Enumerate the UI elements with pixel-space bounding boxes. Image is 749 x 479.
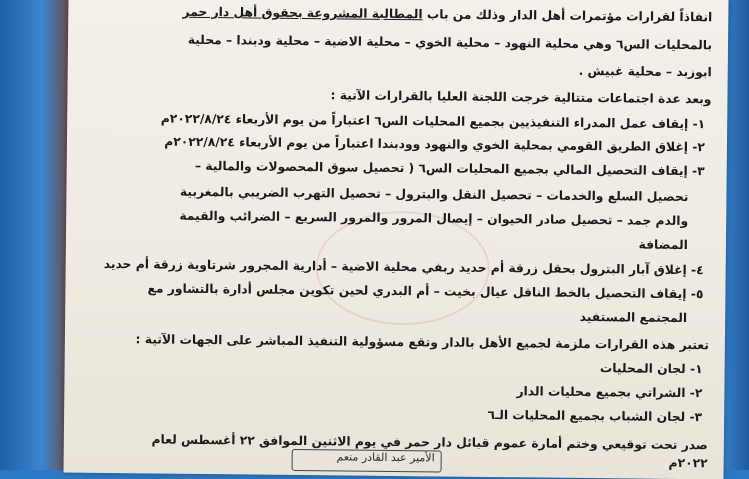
decision-4: ٤- إغلاق آبار البترول بحقل زرقة أم حديد ربفي محلية الاضية – أدارية المجرور شرتاوية زرقة أم حديد xyxy=(103,256,704,278)
decision-1: ١- إيقاف عمل المدراء التنفيذيين بجميع المحليات الس٦ اعتباراً من يوم الأربعاء ٢٠٢٢/٨/٢٤م xyxy=(160,111,706,132)
decision-3: ٣- إيقاف التحصيل المالي بجميع المحليات الس٦ ( تحصيل سوق المحصولات والمالية – xyxy=(194,158,705,179)
document-page xyxy=(64,0,729,479)
decision-2: ٢- إغلاق الطريق القومي بمحلية الخوي والنهود وودبندا اعتباراً من يوم الأربعاء ٢٠٢٢/٨/٢٤م xyxy=(164,134,706,155)
decision-3-cont-2: والدم جمد – تحصيل صادر الحيوان – إيصال المرور والمرور السريع – الضرائب والقيمة xyxy=(179,208,689,229)
decision-5: ٥- إيقاف التحصيل بالخط الناقل عيال بخيت – أم البدري لحين تكوين مجلس أدارة بالتشاور مع xyxy=(147,281,704,302)
responsible-3: ٣- لجان الشباب بجميع المحليات الـ٦ xyxy=(487,407,703,425)
responsible-2: ٢- الشراتي بجميع محليات الدار xyxy=(516,384,703,401)
closing-line-2: ٢٠٢٢م xyxy=(668,455,708,471)
meetings-line: وبعد عدة اجتماعات متتالية خرجت اللجنة العليا بالقرارات الآتية : xyxy=(330,88,712,107)
decision-3-cont-1: تحصيل السلع والخدمات – تحصيل النقل والبترول – تحصيل التهرب الضريبي بالمغربية xyxy=(179,184,689,205)
intro-emphasis: المطالبة المشروعة بحقوق أهل دار حمر xyxy=(182,4,423,22)
binding-line: تعتبر هذه القرارات ملزمة لجميع الأهل بالدار وتقع مسؤولية التنفيذ المباشر على الجهات الآتية : xyxy=(135,332,709,353)
closing-line-1: صدر تحت توقيعي وختم أمارة عموم قبائل دار حمر في يوم الاثنين الموافق ٢٢ أغسطس لعام xyxy=(151,432,708,453)
intro-text: انفاذاً لقرارات مؤتمرات أهل الدار وذلك من باب xyxy=(422,7,713,25)
signature-text: الأمير عبد القادر منعم xyxy=(336,450,435,465)
responsible-1: ١- لجان المحليات xyxy=(599,361,703,377)
decision-5-cont: المجتمع المستفيد xyxy=(579,309,688,326)
background-left xyxy=(0,0,70,470)
decision-3-cont-3: المضافة xyxy=(638,237,688,253)
signature-box xyxy=(292,449,442,473)
intro-line-3: ابوزبد – محلية غبيش . xyxy=(578,63,712,80)
intro-line-2: بالمحليات الس٦ وهي محلية النهود – محلية الخوي – محلية الاضية – محلية ودبندا – محلية xyxy=(187,32,713,53)
intro-line-1 xyxy=(183,6,713,24)
